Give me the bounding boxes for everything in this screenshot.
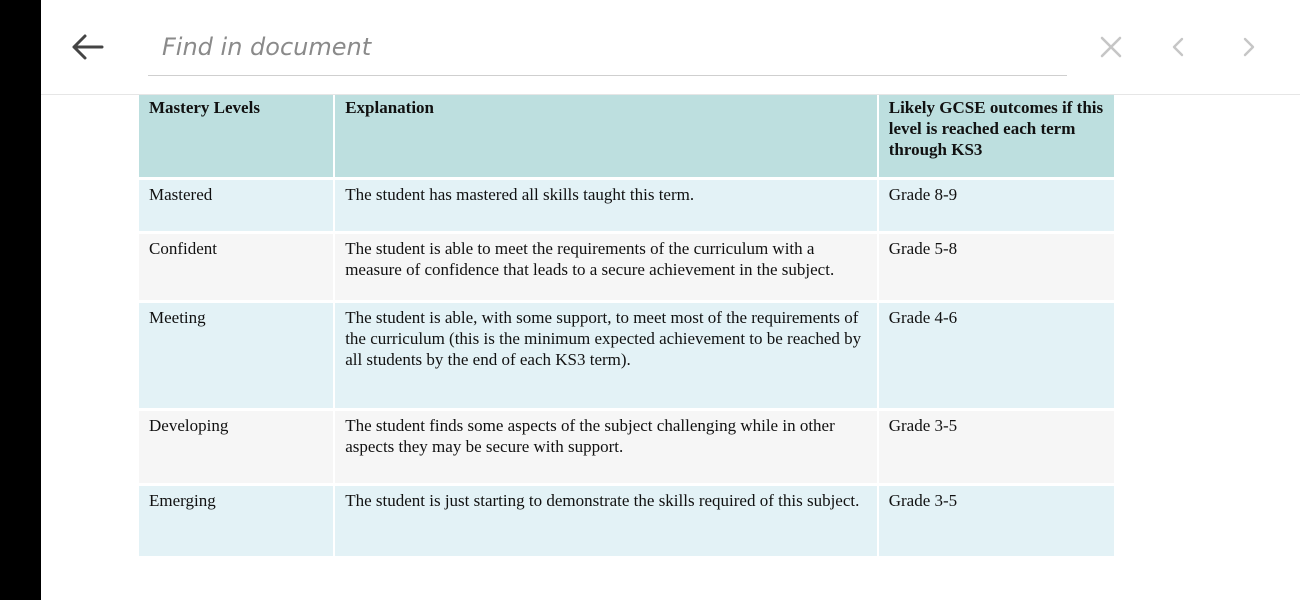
outcome-cell: Grade 5-8 [879, 234, 1114, 303]
find-input[interactable] [148, 22, 1067, 72]
level-cell: Mastered [139, 180, 335, 234]
close-icon [1100, 36, 1122, 58]
table-row [139, 303, 1114, 411]
explanation-cell: The student has mastered all skills taught this term. [335, 180, 879, 234]
explanation-cell: The student is just starting to demonstrate the skills required of this subject. [335, 486, 879, 559]
table-header-row [139, 95, 1114, 180]
explanation-cell: The student finds some aspects of the subject challenging while in other aspects they may be secure with support. [335, 411, 879, 486]
table-row [139, 234, 1114, 303]
table-row [139, 486, 1114, 559]
table-row [139, 411, 1114, 486]
header-explanation: Explanation [335, 95, 879, 180]
level-cell: Emerging [139, 486, 335, 559]
explanation-cell: The student is able, with some support, to meet most of the requirements of the curriculum (this is the minimum expected achievement to be reached by all students by the end of each KS3 term). [335, 303, 879, 411]
header-gcse-outcomes: Likely GCSE outcomes if this level is reached each term through KS3 [879, 95, 1114, 180]
find-toolbar [41, 0, 1300, 95]
back-button[interactable] [67, 27, 107, 67]
outcome-cell: Grade 8-9 [879, 180, 1114, 234]
mastery-levels-table [139, 95, 1114, 559]
arrow-left-icon [70, 33, 104, 61]
level-cell: Meeting [139, 303, 335, 411]
outcome-cell: Grade 3-5 [879, 411, 1114, 486]
chevron-left-icon [1171, 36, 1185, 58]
previous-match-button[interactable] [1158, 27, 1198, 67]
table-row [139, 180, 1114, 234]
level-cell: Developing [139, 411, 335, 486]
explanation-cell: The student is able to meet the requirements of the curriculum with a measure of confidence that leads to a secure achievement in the subject. [335, 234, 879, 303]
clear-search-button[interactable] [1091, 27, 1131, 67]
find-input-container [148, 22, 1067, 76]
left-edge-bar [0, 0, 41, 600]
header-mastery-levels: Mastery Levels [139, 95, 335, 180]
next-match-button[interactable] [1229, 27, 1269, 67]
outcome-cell: Grade 3-5 [879, 486, 1114, 559]
outcome-cell: Grade 4-6 [879, 303, 1114, 411]
level-cell: Confident [139, 234, 335, 303]
chevron-right-icon [1242, 36, 1256, 58]
